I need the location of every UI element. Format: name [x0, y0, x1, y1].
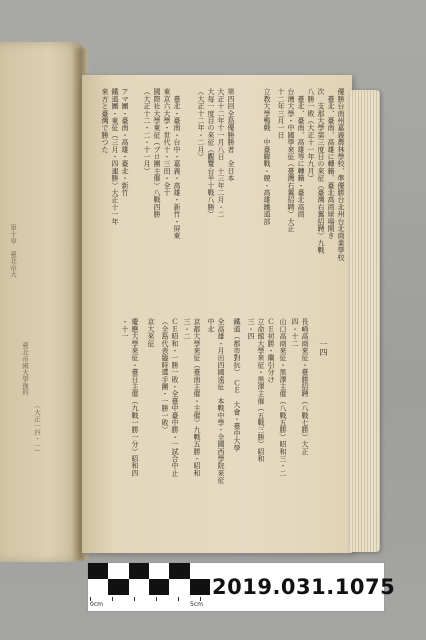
text-column: 立命館大學來征・黒澤主催（五戰三勝）昭和 [257, 318, 265, 462]
scale-block [88, 563, 108, 579]
cm-ruler [88, 597, 210, 611]
text-column: 臺北・臺南・台中・嘉義・高雄・新竹・屏東 [173, 88, 181, 240]
text-column: （大正十二年・二月） [197, 88, 205, 160]
ruler-tick [134, 597, 135, 601]
text-column: 鐵道（都市對抗） ＣＥ 大會・臺中大學 [233, 318, 241, 452]
scale-block [129, 563, 149, 579]
ruler-tick [156, 597, 157, 601]
text-column: 全高雄・月出四國遠征 本戰中學・全國西學院來征 [217, 318, 225, 484]
text-column: 第四回全島優勝勝者 全日本 [227, 88, 235, 182]
text-column: 京都大學來征（臺南主催・主催）九戰五勝・昭和 [193, 318, 201, 477]
text-column: 大每一度目の來征（觀覽台半十戰八勝） [207, 88, 215, 218]
text-column: ＣＥ初勝・繼引分け [267, 318, 275, 383]
color-scale-bar [88, 563, 210, 611]
scale-block [190, 579, 210, 595]
page-number: 一四 [319, 340, 328, 356]
ruler-label-start: 0cm [90, 601, 103, 608]
text-column: 京大來征 [147, 318, 155, 347]
text-column: 台灣大學・中國學來征（臺灣右翼招聘）大正 [287, 88, 295, 232]
text-column: （全島代表臨時選手團・一勝一敗） [161, 318, 169, 434]
text-column: ・十一 [121, 318, 129, 340]
left-page-column: 臺北帝國大學豫科 [21, 342, 29, 396]
ruler-label-end: 5cm [190, 601, 203, 608]
scale-row-middle [88, 579, 210, 595]
text-column: 來方と臺灣で勝つた [101, 88, 109, 153]
scale-block [108, 563, 128, 579]
scale-block [169, 579, 189, 595]
text-column [252, 88, 261, 95]
text-column: 次 支那大學第三度日の來征（臺灣右翼招聘）九戰 [317, 88, 325, 254]
text-column: 四・十二 [291, 318, 299, 347]
text-column: ＣＥ昭和・一勝一敗・全臺中臺中勝・一試合中止 [171, 318, 179, 477]
ruler-tick [112, 597, 113, 601]
page-edges [350, 90, 380, 552]
text-column: 臺北、臺南、高雄等に轉籍・臺北高商 [297, 88, 305, 218]
text-column: 八勝一敗（大正十一年九月） [307, 88, 315, 182]
left-page-column: 第十章 臺北帝大 [9, 224, 17, 278]
scale-block [169, 563, 189, 579]
text-column: 三・四 [247, 318, 255, 340]
ruler-tick [178, 597, 179, 601]
text-column: 立教大學鴨戲 中臺聯戰・競・高雄鐵道部 [263, 88, 271, 225]
scale-block [149, 563, 169, 579]
text-column: 鐵道團・東征（三月・四連勝）大正十一年 [111, 88, 119, 225]
text-column: 臺北、臺南、高雄に轉籍、臺北高商球場開き [327, 88, 335, 240]
accession-label-card [88, 563, 396, 611]
text-column: 十二年三月一日 [277, 88, 285, 139]
text-column: アマ團・臺南・高雄・臺北・新竹 [121, 88, 129, 196]
text-column: 慶應大學來征・臺日主催（九戰一勝一分）昭和四 [131, 318, 139, 477]
text-column: 大正十二年十一月八日 十三年二月・二 [217, 88, 225, 218]
text-column: 國際社大學東征（ブロ團主催）八戰四勝 [153, 88, 161, 218]
scale-block [108, 579, 128, 595]
text-column: 長崎高商來征・臺勝招聘（八戰七勝）大正 [301, 318, 309, 455]
left-page-column: （大正一四・一） [33, 402, 41, 456]
text-column: （大正十二・二・十一月） [143, 88, 151, 175]
text-column: 優勝台南州嘉義農林學校、準優勝台北州台北商業學校 [337, 88, 345, 261]
scale-row-top [88, 563, 210, 579]
text-column [242, 88, 251, 95]
text-column [132, 88, 141, 95]
text-column: 三・二 [183, 318, 191, 340]
left-page [0, 42, 82, 562]
text-column: 山口高商來征・黒澤主催（八戰五勝）昭和三・二 [279, 318, 287, 477]
text-column: 東京六大學・世代十・三田・全十 [163, 88, 171, 196]
scale-block [129, 579, 149, 595]
accession-number: 2019.031.1075 [212, 575, 396, 599]
scale-block [88, 579, 108, 595]
text-column [186, 88, 195, 95]
scale-block [149, 579, 169, 595]
scale-block [190, 563, 210, 579]
text-column: 中北 [207, 318, 215, 333]
